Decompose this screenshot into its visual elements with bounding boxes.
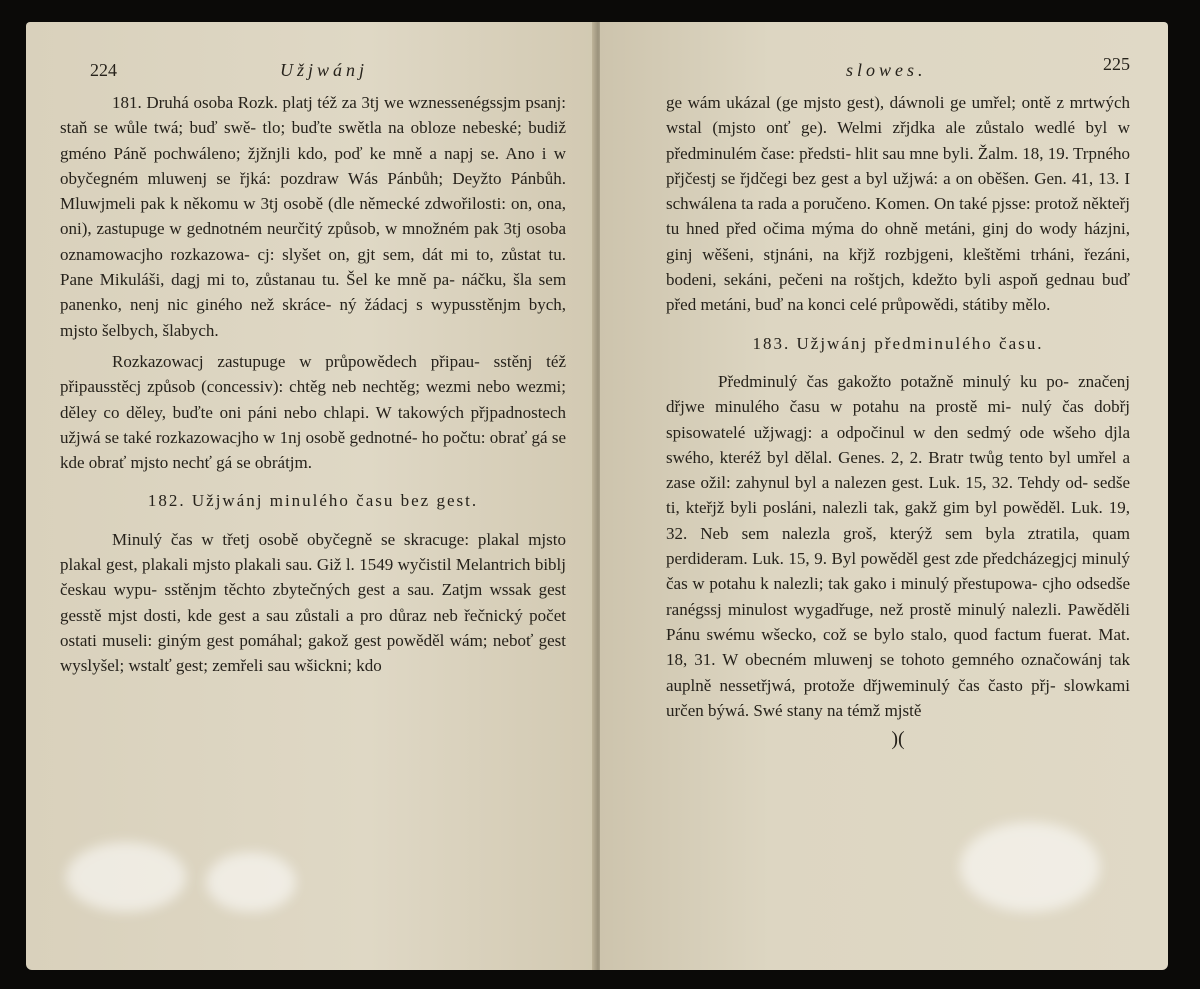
paper-stain bbox=[206, 852, 296, 912]
paragraph-183: Předminulý čas gakožto potažně minulý ku po- značenj dřjwe minulého času w potahu na prostě mi- nulý čas dobřj spisowatelé užjwagj: a odpočinul w den sedmý ode wšeho djla swého, kteréž byl dělal. Genes. 2, 2. Bratr twůg tento byl umřel a zase ožil: zahynul byl a nalezen gest. Luk. 15, 32. Tehdy od- sedše ti, kteřjž byli posláni, nalezli tak, gakž gim byl powěděl. Luk. 19, 32. Neb sem nalezla groš, kterýž sem byla ztratila, quam perdideram. Luk. 15, 9. Byl powěděl gest zde předcházegjcj minulý čas w potahu k nalezli; tak gako i minulý přestupowa- cjho odsedše ranégssj minulost wygadřuge, než prostě minulý nalezli. Pawěděli Pánu swému wšecko, což se bylo stalo, quod factum fuerat. Mat. 18, 31. W obecném mluwenj se tohoto gemného označowánj tak auplně nessetřjwá, protože dřjweminulý čas často přj- slowkami určen býwá. Swé stany na témž mjstě bbox=[666, 371, 1131, 720]
right-page-number: 225 bbox=[1103, 54, 1130, 74]
paragraph-181-imperative: Rozkazowacj zastupuge w průpowědech připau- sstěnj též připausstěcj způsob (concessiv): chtěg neb nechtěg; wezmi nebo wezmi; děley co děley, buďte oni páni nebo chlapi. W takowých přjpadnostech užjwá se také rozkazowacjho w 1nj osobě gednotné- ho počtu: obrať gá se kde obrať mjsto nechť gá se obrátjm. bbox=[60, 351, 567, 473]
right-page bbox=[600, 22, 1168, 970]
left-page-text bbox=[60, 90, 566, 679]
paragraph-182-continued: ge wám ukázal (ge mjsto gest), dáwnoli ge umřel; ontě z mrtwých wstal (mjsto onť ge). Welmi zřjdka ale zůstalo wedlé byl w předminulém čase: předsti- hlit sau mne byli. Žalm. 18, 19. Trpného přjčestj se řjdčegi bez gest a byl užjwá: a on oběšen. Gen. 41, 13. I schwálena ta rada a poručeno. Komen. On také pjsse: protož někteřj tu hned před očima mýma do ohně metáni, ginj do wody házjni, ginj wěšeni, stjnáni, na křjž rozbjgeni, kleštěmi trháni, řezáni, bodeni, sekáni, pečeni na roštjch, kdežto byli aspoň gednau buď před metáni, buď na konci celé průpowědi, státiby mělo. bbox=[666, 93, 1131, 315]
paragraph-182: Minulý čas w třetj osobě obyčegně se skracuge: plakal mjsto plakal gest, plakali mjsto plakali sau. Giž l. 1549 wyčistil Melantrich biblj českau wypu- sstěnjm těchto zbytečných gest a sau. Zatjm wssak gest gesstě mjst dosti, kde gest a sau zůstali a pro důraz neb řečnický počet ostati museli: giným gest pomáhal; gakož gest powěděl wám; neboť gest wyslyšel; wstalť gest; zemřeli sau wšickni; kdo bbox=[60, 529, 567, 676]
left-running-head: Užjwánj bbox=[280, 60, 369, 80]
left-page-number: 224 bbox=[90, 60, 117, 80]
right-page-header bbox=[666, 54, 1130, 90]
section-heading-182: 182. Užjwánj minulého času bez gest. bbox=[147, 491, 479, 511]
right-running-head: slowes. bbox=[846, 60, 927, 80]
section-heading-183: 183. Užjwánj předminulého času. bbox=[752, 333, 1044, 353]
paper-stain bbox=[66, 842, 186, 912]
left-page-header bbox=[60, 60, 566, 90]
left-page bbox=[26, 22, 596, 970]
catchword-ornament: )( bbox=[891, 728, 905, 751]
paragraph-181: 181. Druhá osoba Rozk. platj též za 3tj we wznessenégssjm psanj: staň se wůle twá; buď swě- tlo; buďte swětla na obloze nebeské; budiž gméno Páně pochwáleno; žjžnjli kdo, poď ke mně a napj se. Ano i w obyčegném mluwenj se řjká: pozdraw Wás Pánbůh; Deyžto Pánbůh. Mluwjmeli pak k někomu w 3tj osobě (dle německé zdwořilosti: on, ona, oni), zastupuge w gednotném neurčitý způsob, w množném pak 3tj osoba oznamowacjho rozkazowa- cj: slyšet on, gjt sem, dát mi to, zůstat tu. Pane Mikuláši, dagj mi to, zůstanau tu. Šel ke mně pa- náčku, šla sem panenko, nenj nic giného než skráce- ný žádacj s wypusstěnjm bych, mjsto šelbych, šlabych. bbox=[60, 93, 567, 340]
paper-stain bbox=[960, 822, 1100, 912]
right-page-text bbox=[666, 90, 1130, 752]
